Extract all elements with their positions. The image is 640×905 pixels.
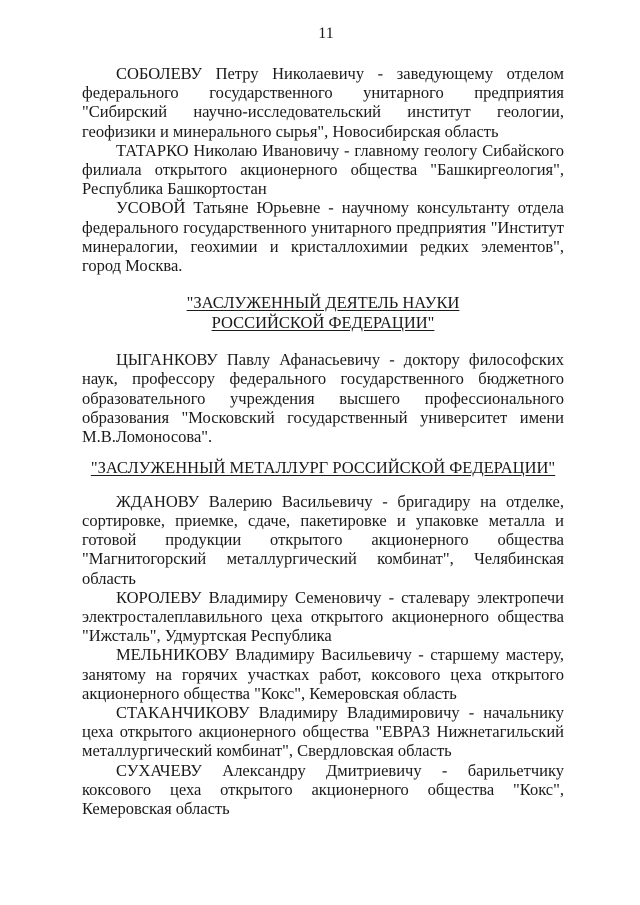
award-paragraph: ЦЫГАНКОВУ Павлу Афанасьевичу - доктору философских наук, профессору федерального государственного бюджетного образовательного учреждения высшего профессионального образования "Московский государственный университет имени М.В.Ломоносова". (82, 350, 564, 447)
section-heading-line: РОССИЙСКОЙ ФЕДЕРАЦИИ" (211, 312, 435, 332)
page-number: 11 (318, 25, 334, 42)
award-paragraph: ТАТАРКО Николаю Ивановичу - главному геологу Сибайского филиала открытого акционерного общества "Башкиргеология", Республика Башкортостан (82, 140, 564, 199)
section-awardees-metallurgy (82, 492, 564, 818)
section-heading-metallurgy (82, 458, 564, 478)
section-awardees-geology (82, 64, 564, 275)
section-heading-science (82, 293, 564, 332)
award-paragraph: КОРОЛЕВУ Владимиру Семеновичу - сталевару электропечи электросталеплавильного цеха открытого акционерного общества "Ижсталь", Удмуртская Республика (82, 587, 564, 646)
section-heading-line: "ЗАСЛУЖЕННЫЙ ДЕЯТЕЛЬ НАУКИ (186, 293, 460, 313)
award-paragraph: ЖДАНОВУ Валерию Васильевичу - бригадиру на отделке, сортировке, приемке, сдаче, пакетировке и упаковке металла и готовой продукции открытого акционерного общества "Магнитогорский металлургический комбинат", Челябинская область (82, 491, 564, 588)
section-awardees-science (82, 350, 564, 446)
award-paragraph: МЕЛЬНИКОВУ Владимиру Васильевичу - старшему мастеру, занятому на горячих участках работ, коксового цеха открытого акционерного общества "Кокс", Кемеровская область (82, 645, 564, 703)
section-heading-line: "ЗАСЛУЖЕННЫЙ МЕТАЛЛУРГ РОССИЙСКОЙ ФЕДЕРАЦИИ" (90, 458, 556, 478)
award-paragraph: УСОВОЙ Татьяне Юрьевне - научному консультанту отдела федерального государственного унитарного предприятия "Институт минералогии, геохимии и кристаллохимии редких элементов", город Москва. (82, 198, 564, 276)
award-paragraph: СТАКАНЧИКОВУ Владимиру Владимировичу - начальнику цеха открытого акционерного общества "ЕВРАЗ Нижнетагильский металлургический комбинат", Свердловская область (82, 702, 564, 761)
document-page (82, 24, 564, 818)
award-paragraph: СУХАЧЕВУ Александру Дмитриевичу - барильетчику коксового цеха открытого акционерного общества "Кокс", Кемеровская область (82, 760, 564, 818)
award-paragraph: СОБОЛЕВУ Петру Николаевичу - заведующему отделом федерального государственного унитарного предприятия "Сибирский научно-исследовательский институт геологии, геофизики и минерального сырья", Новосибирская область (82, 64, 564, 141)
